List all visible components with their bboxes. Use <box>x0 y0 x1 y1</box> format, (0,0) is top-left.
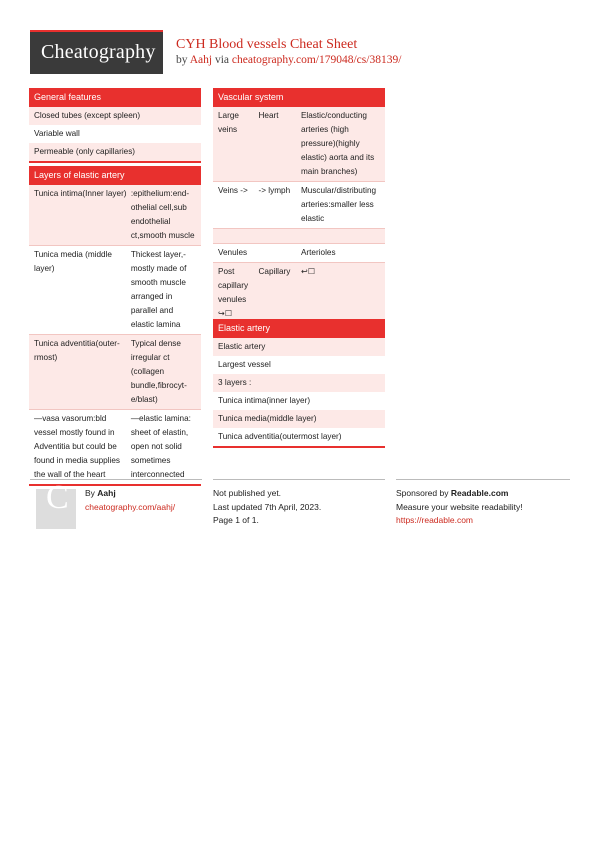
footer-author-name[interactable]: Aahj <box>97 488 116 498</box>
box-bottom-rule <box>213 446 385 448</box>
table-row <box>213 228 385 243</box>
cell-c: ↩☐ <box>300 267 316 276</box>
box-bottom-rule <box>29 161 201 163</box>
last-updated: Last updated 7th April, 2023. <box>213 501 322 512</box>
avatar[interactable] <box>36 479 76 529</box>
table-row <box>29 245 201 334</box>
list-item: Closed tubes (except spleen) <box>29 107 201 125</box>
cell-c: Elastic/conducting arteries (high pressure)(highly elastic) aorta and its main branches) <box>300 111 375 176</box>
layer-name: Tunica media (middle layer) <box>34 250 112 273</box>
layer-description: Typical dense irregular ct (collagen bundle,fibrocyt-e/blast) <box>130 339 187 404</box>
page-count: Page 1 of 1. <box>213 515 259 525</box>
sheet-url-link[interactable]: cheatography.com/179048/cs/38139/ <box>231 54 402 66</box>
cell-c <box>301 231 380 241</box>
table-row <box>213 243 385 262</box>
list-item: Tunica media(middle layer) <box>213 410 385 428</box>
elastic-layers-box <box>29 166 201 486</box>
vascular-system-title: Vascular system <box>213 88 385 107</box>
sponsor-link[interactable]: https://readable.com <box>396 515 474 525</box>
layer-description: —elastic lamina: sheet of elastin, open not solid sometimes interconnected <box>130 414 191 479</box>
cell-b: Capillary <box>258 267 291 276</box>
table-row <box>29 409 201 484</box>
by-label: By <box>85 488 95 498</box>
via-label: via <box>214 54 230 66</box>
list-item: Variable wall <box>29 125 201 143</box>
cell-c: Muscular/distributing arteries:smaller less elastic <box>300 186 377 223</box>
table-row <box>213 262 385 323</box>
avatar-letter: C <box>46 479 69 516</box>
cell-a: Large veins <box>218 111 239 134</box>
footer-meta <box>213 479 385 528</box>
table-row <box>29 334 201 409</box>
author-profile-link[interactable]: cheatography.com/aahj/ <box>85 501 176 512</box>
page-title: CYH Blood vessels Cheat Sheet <box>176 37 358 52</box>
general-features-box <box>29 88 201 163</box>
general-features-title: General features <box>29 88 201 107</box>
sponsor-tagline: Measure your website readability! <box>396 501 523 512</box>
cell-b <box>259 231 301 241</box>
elastic-layers-title: Layers of elastic artery <box>29 166 201 185</box>
list-item: Tunica adventitia(outermost layer) <box>213 428 385 446</box>
author-link[interactable]: Aahj <box>189 54 213 66</box>
layer-description: Thickest layer,-mostly made of smooth muscle arranged in parallel and elastic lamina <box>130 250 187 329</box>
list-item: Elastic artery <box>213 338 385 356</box>
layer-name: Tunica intima(Inner layer) <box>34 189 127 198</box>
sponsor-name[interactable]: Readable.com <box>450 488 509 498</box>
layer-name: —vasa vasorum:bld vessel mostly found in Adventitia but could be found in media supplies the wall of the heart <box>34 414 121 479</box>
cell-b <box>259 246 301 260</box>
layer-name: Tunica adventitia(outer-rmost) <box>34 339 120 362</box>
list-item: Tunica intima(inner layer) <box>213 392 385 410</box>
cell-c: Arterioles <box>300 248 336 257</box>
cell-a <box>218 231 259 241</box>
cell-b: -> lymph <box>258 186 291 195</box>
byline <box>176 54 401 66</box>
table-row <box>213 181 385 228</box>
vascular-system-box <box>213 88 385 325</box>
cheatography-logo[interactable] <box>30 30 163 74</box>
table-row <box>213 107 385 181</box>
logo-text: Cheatography <box>41 41 156 63</box>
table-row <box>29 185 201 245</box>
footer-sponsor <box>396 479 570 528</box>
by-label: by <box>176 54 188 66</box>
elastic-artery-title: Elastic artery <box>213 319 385 338</box>
list-item: Largest vessel <box>213 356 385 374</box>
cell-a: Post capillary venules ↪☐ <box>218 267 249 318</box>
published-status: Not published yet. <box>213 488 282 498</box>
cell-a: Venules <box>218 248 248 257</box>
cell-a: Veins -> <box>218 186 248 195</box>
list-item: Permeable (only capillaries) <box>29 143 201 161</box>
list-item: 3 layers : <box>213 374 385 392</box>
footer-author <box>30 479 202 542</box>
cell-b: Heart <box>258 111 279 120</box>
sponsored-label: Sponsored by <box>396 488 449 498</box>
elastic-artery-box <box>213 319 385 448</box>
layer-description: :epithelium:end-othelial cell,sub endothelial ct,smooth muscle <box>130 189 195 240</box>
